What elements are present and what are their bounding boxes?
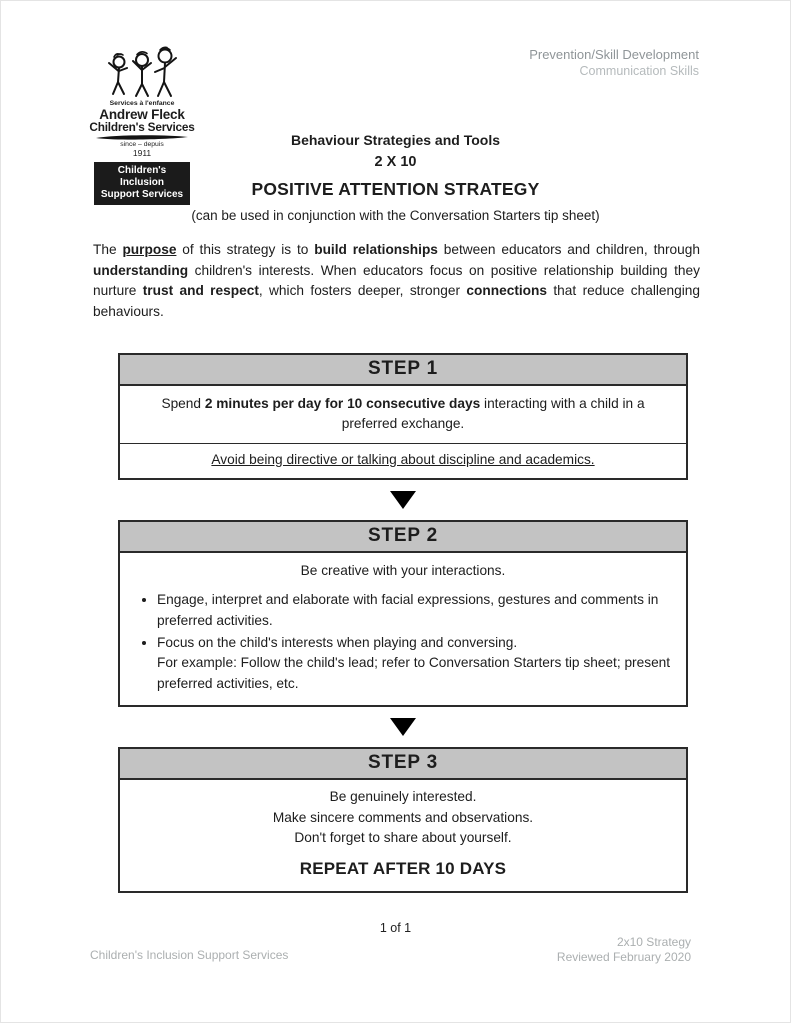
logo-since-line: since – depuis — [120, 141, 164, 148]
step-2-bullet-1: • Engage, interpret and elaborate with facial expressions, gestures and comments in preferred activities. — [157, 590, 672, 632]
down-arrow-icon — [390, 491, 416, 509]
document-series-title: Behaviour Strategies and Tools — [290, 132, 500, 148]
steps-flow — [118, 353, 688, 893]
footer-strategy-name: 2x10 Strategy — [616, 935, 691, 949]
document-category-block — [529, 46, 699, 79]
strategy-code-title: 2 X 10 — [374, 154, 417, 170]
step-2-bullet-2: • Focus on the child's interests when playing and conversing. For example: Follow the child's lead; refer to Conversation Starters tip sheet; present preferred activities, etc. — [157, 633, 672, 695]
subcategory-label: Communication Skills — [579, 64, 699, 78]
step-3-box — [118, 747, 688, 893]
footer-review-date: Reviewed February 2020 — [556, 949, 691, 964]
title-block — [1, 131, 790, 224]
step-1-box — [118, 353, 688, 480]
step-2-header: STEP 2 — [120, 522, 686, 553]
logo-org-name-line1: Andrew Fleck — [99, 107, 185, 122]
step-2-box — [118, 520, 688, 707]
category-label: Prevention/Skill Development — [529, 47, 699, 62]
logo-org-name-line2: Children's Services — [89, 120, 195, 134]
step-1-caution: Avoid being directive or talking about discipline and academics. — [211, 452, 595, 467]
footer-department: Children's Inclusion Support Services — [90, 948, 289, 962]
children-drawing-icon — [102, 45, 182, 99]
logo-services-line: Services à l'enfance — [109, 100, 175, 107]
step-3-instructions: Be genuinely interested. Make sincere comments and observations. Don't forget to share about yourself. — [272, 788, 534, 846]
page-number: 1 of 1 — [379, 921, 412, 935]
page-title: POSITIVE ATTENTION STRATEGY — [251, 179, 540, 199]
logo-year: 1911 — [132, 148, 152, 158]
title-subnote: (can be used in conjunction with the Conversation Starters tip sheet) — [191, 208, 600, 223]
step-3-header: STEP 3 — [120, 749, 686, 780]
step-2-instruction: Be creative with your interactions. — [300, 563, 506, 578]
step-3-body — [120, 780, 686, 891]
step-1-header: STEP 1 — [120, 355, 686, 386]
intro-paragraph: The purpose of this strategy is to build relationships between educators and children, through understanding children's interests. When educators focus on positive relationship building they nurture trust and respect, which fosters deeper, stronger connections that reduce challenging behaviours. — [93, 242, 701, 319]
step-3-repeat-note: REPEAT AFTER 10 DAYS — [299, 858, 507, 878]
logo-badge-line2: Support Services — [100, 189, 184, 200]
step-2-bullet-list — [134, 590, 672, 695]
down-arrow-icon — [390, 718, 416, 736]
step-2-body — [120, 553, 686, 705]
logo-badge-line1: Children's Inclusion — [117, 165, 167, 188]
step-1-instruction: Spend 2 minutes per day for 10 consecutive days interacting with a child in a preferred exchange. — [120, 386, 686, 444]
footer-revision-block — [557, 935, 691, 964]
